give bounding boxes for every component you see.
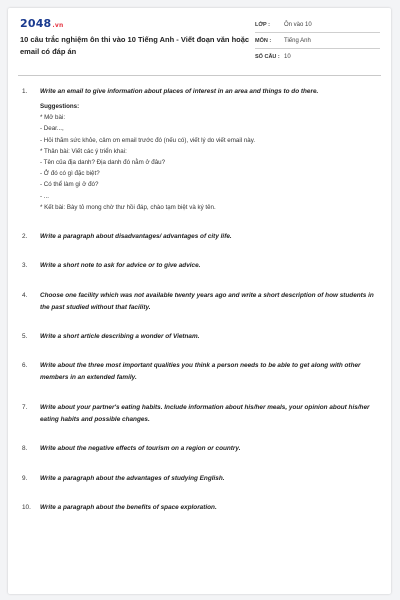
question-number: 10. xyxy=(22,504,31,511)
question-item xyxy=(22,331,382,343)
question-text: Write about your partner's eating habits. Include information about his/her meals, your opinion about his/her eating habits and possible changes. xyxy=(40,404,370,423)
question-text: Write about the three most important qualities you think a person needs to be able to get along with other members in an extended family. xyxy=(40,362,361,381)
meta-row-question-count xyxy=(255,49,380,64)
meta-row-class xyxy=(255,17,380,33)
worksheet-meta-table xyxy=(255,17,380,64)
question-item xyxy=(22,360,382,384)
logo-suffix: .vn xyxy=(52,22,64,29)
question-item xyxy=(22,260,382,272)
question-item xyxy=(22,473,382,485)
question-number: 1. xyxy=(22,88,28,95)
worksheet-header xyxy=(8,8,391,74)
question-number: 9. xyxy=(22,475,28,482)
question-number: 5. xyxy=(22,333,28,340)
meta-label: SỐ CÂU : xyxy=(255,53,280,60)
suggestions-block xyxy=(40,101,370,213)
question-item xyxy=(22,402,382,426)
suggestions-heading: Suggestions: xyxy=(40,103,80,110)
question-item xyxy=(22,86,382,98)
question-text: Write a paragraph about disadvantages/ advantages of city life. xyxy=(40,233,232,240)
question-item xyxy=(22,443,382,455)
question-number: 4. xyxy=(22,292,28,299)
question-text: Write an email to give information about places of interest in an area and things to do there. xyxy=(40,88,319,95)
suggestion-line: - Ở đó có gì đặc biệt? xyxy=(40,170,100,178)
header-divider xyxy=(18,75,381,76)
site-logo[interactable] xyxy=(20,17,63,30)
logo-number: 2048 xyxy=(20,17,52,30)
suggestion-line: - Hỏi thăm sức khỏe, cảm ơn email trước đó (nếu có), viết lý do viết email này. xyxy=(40,136,256,144)
question-item xyxy=(22,502,382,514)
worksheet-title: 10 câu trắc nghiệm ôn thi vào 10 Tiếng Anh - Viết đoạn văn hoặc email có đáp án xyxy=(20,35,250,56)
question-number: 3. xyxy=(22,262,28,269)
question-text: Write a paragraph about the advantages of studying English. xyxy=(40,475,225,482)
question-text: Write a short article describing a wonder of Vietnam. xyxy=(40,333,200,340)
meta-value: 10 xyxy=(284,53,291,60)
question-text: Write a short note to ask for advice or to give advice. xyxy=(40,262,201,269)
worksheet-page xyxy=(8,8,391,594)
suggestion-line: - Tên của địa danh? Địa danh đó nằm ở đâu? xyxy=(40,159,166,167)
suggestion-line: * Thân bài: Viết các ý triển khai: xyxy=(40,147,127,155)
question-item xyxy=(22,290,382,314)
question-number: 7. xyxy=(22,404,28,411)
suggestion-line: - Dear..., xyxy=(40,125,64,133)
suggestion-line: * Mở bài: xyxy=(40,114,66,122)
question-text: Choose one facility which was not available twenty years ago and write a short description of how students in the past studied without that facility. xyxy=(40,292,374,311)
question-number: 8. xyxy=(22,445,28,452)
suggestion-line: - Có thể làm gì ở đó? xyxy=(40,181,99,189)
meta-label: LỚP : xyxy=(255,21,270,28)
meta-value: Tiếng Anh xyxy=(284,37,311,44)
question-item xyxy=(22,231,382,243)
meta-value: Ôn vào 10 xyxy=(284,21,312,28)
meta-label: MÔN : xyxy=(255,37,272,44)
question-number: 2. xyxy=(22,233,28,240)
suggestion-line: - ... xyxy=(40,192,49,200)
question-text: Write about the negative effects of tourism on a region or country. xyxy=(40,445,241,452)
question-number: 6. xyxy=(22,362,28,369)
question-text: Write a paragraph about the benefits of space exploration. xyxy=(40,504,217,511)
meta-row-subject xyxy=(255,33,380,49)
suggestion-line: * Kết bài: Bày tỏ mong chờ thư hồi đáp, chào tạm biệt và ký tên. xyxy=(40,203,216,211)
